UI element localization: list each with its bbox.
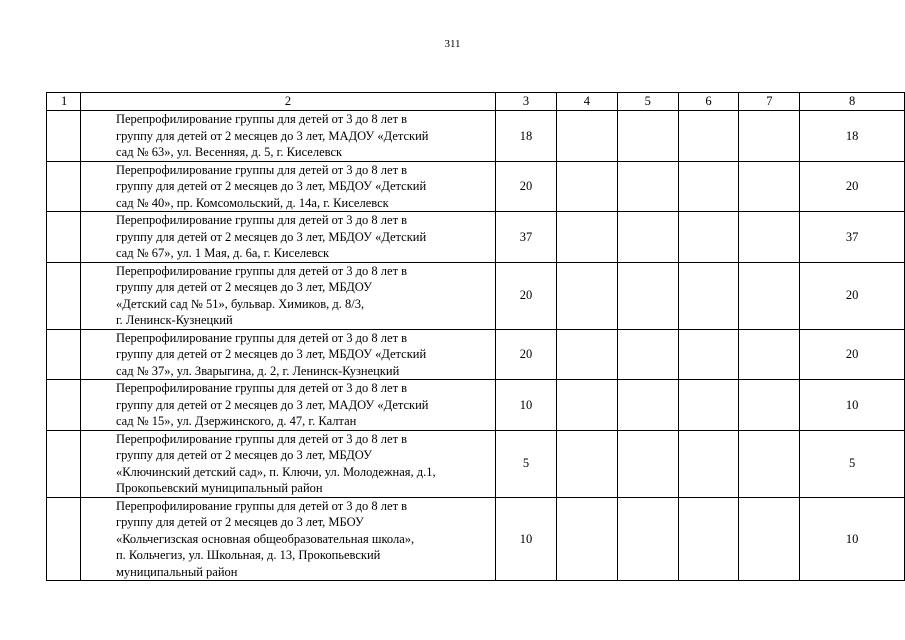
value-cell-col3: 37 — [496, 212, 557, 263]
value-cell-col5 — [617, 262, 678, 329]
row-number-cell — [47, 497, 81, 581]
header-cell-1: 1 — [47, 93, 81, 111]
value-cell-col6 — [678, 262, 739, 329]
row-number-cell — [47, 111, 81, 162]
value-cell-col3: 5 — [496, 430, 557, 497]
header-cell-7: 7 — [739, 93, 800, 111]
row-number-cell — [47, 329, 81, 380]
value-cell-col8: 10 — [800, 380, 905, 431]
value-cell-col4 — [556, 430, 617, 497]
value-cell-col6 — [678, 212, 739, 263]
value-cell-col6 — [678, 329, 739, 380]
value-cell-col6 — [678, 380, 739, 431]
value-cell-col5 — [617, 380, 678, 431]
value-cell-col5 — [617, 497, 678, 581]
table-row — [47, 497, 905, 581]
row-number-cell — [47, 380, 81, 431]
header-row — [47, 93, 905, 111]
value-cell-col8: 20 — [800, 329, 905, 380]
header-cell-8: 8 — [800, 93, 905, 111]
value-cell-col7 — [739, 111, 800, 162]
value-cell-col6 — [678, 161, 739, 212]
table-row — [47, 380, 905, 431]
value-cell-col5 — [617, 329, 678, 380]
table-row — [47, 329, 905, 380]
value-cell-col6 — [678, 111, 739, 162]
value-cell-col8: 18 — [800, 111, 905, 162]
value-cell-col7 — [739, 262, 800, 329]
value-cell-col8: 5 — [800, 430, 905, 497]
description-cell: Перепрофилирование группы для детей от 3 до 8 лет в группу для детей от 2 месяцев до 3 лет, МАДОУ «Детский сад № 15», ул. Дзержинского, д. 47, г. Калтан — [80, 380, 495, 431]
description-cell: Перепрофилирование группы для детей от 3 до 8 лет в группу для детей от 2 месяцев до 3 лет, МАДОУ «Детский сад № 63», ул. Весенняя, д. 5, г. Киселевск — [80, 111, 495, 162]
value-cell-col7 — [739, 329, 800, 380]
header-cell-5: 5 — [617, 93, 678, 111]
value-cell-col8: 37 — [800, 212, 905, 263]
value-cell-col7 — [739, 430, 800, 497]
value-cell-col5 — [617, 430, 678, 497]
table-row — [47, 430, 905, 497]
description-cell: Перепрофилирование группы для детей от 3 до 8 лет в группу для детей от 2 месяцев до 3 лет, МБДОУ «Детский сад № 51», бульвар. Химиков, д. 8/3, г. Ленинск-Кузнецкий — [80, 262, 495, 329]
value-cell-col4 — [556, 329, 617, 380]
value-cell-col3: 10 — [496, 497, 557, 581]
value-cell-col7 — [739, 380, 800, 431]
value-cell-col4 — [556, 380, 617, 431]
header-cell-3: 3 — [496, 93, 557, 111]
value-cell-col3: 20 — [496, 262, 557, 329]
row-number-cell — [47, 161, 81, 212]
description-cell: Перепрофилирование группы для детей от 3 до 8 лет в группу для детей от 2 месяцев до 3 лет, МБДОУ «Детский сад № 40», пр. Комсомольский, д. 14а, г. Киселевск — [80, 161, 495, 212]
value-cell-col4 — [556, 161, 617, 212]
value-cell-col8: 20 — [800, 161, 905, 212]
value-cell-col7 — [739, 212, 800, 263]
value-cell-col5 — [617, 161, 678, 212]
table-row — [47, 161, 905, 212]
value-cell-col3: 20 — [496, 329, 557, 380]
value-cell-col7 — [739, 497, 800, 581]
table-row — [47, 111, 905, 162]
value-cell-col8: 10 — [800, 497, 905, 581]
row-number-cell — [47, 262, 81, 329]
data-table — [46, 92, 905, 581]
value-cell-col4 — [556, 262, 617, 329]
value-cell-col6 — [678, 497, 739, 581]
header-cell-2: 2 — [80, 93, 495, 111]
value-cell-col4 — [556, 212, 617, 263]
value-cell-col4 — [556, 111, 617, 162]
table-row — [47, 262, 905, 329]
table-row — [47, 212, 905, 263]
value-cell-col3: 18 — [496, 111, 557, 162]
row-number-cell — [47, 212, 81, 263]
description-cell: Перепрофилирование группы для детей от 3 до 8 лет в группу для детей от 2 месяцев до 3 лет, МБДОУ «Ключинский детский сад», п. Ключи, ул. Молодежная, д.1, Прокопьевский муниципальный район — [80, 430, 495, 497]
description-cell: Перепрофилирование группы для детей от 3 до 8 лет в группу для детей от 2 месяцев до 3 лет, МБДОУ «Детский сад № 37», ул. Зварыгина, д. 2, г. Ленинск-Кузнецкий — [80, 329, 495, 380]
value-cell-col5 — [617, 111, 678, 162]
row-number-cell — [47, 430, 81, 497]
value-cell-col5 — [617, 212, 678, 263]
value-cell-col8: 20 — [800, 262, 905, 329]
value-cell-col3: 20 — [496, 161, 557, 212]
value-cell-col7 — [739, 161, 800, 212]
value-cell-col6 — [678, 430, 739, 497]
value-cell-col4 — [556, 497, 617, 581]
page-number: 311 — [444, 38, 461, 50]
header-cell-4: 4 — [556, 93, 617, 111]
header-cell-6: 6 — [678, 93, 739, 111]
description-cell: Перепрофилирование группы для детей от 3 до 8 лет в группу для детей от 2 месяцев до 3 лет, МБОУ «Кольчегизская основная общеобразовательная школа», п. Кольчегиз, ул. Школьная, д. 13, Прокопьевский муниципальный район — [80, 497, 495, 581]
value-cell-col3: 10 — [496, 380, 557, 431]
description-cell: Перепрофилирование группы для детей от 3 до 8 лет в группу для детей от 2 месяцев до 3 лет, МБДОУ «Детский сад № 67», ул. 1 Мая, д. 6а, г. Киселевск — [80, 212, 495, 263]
